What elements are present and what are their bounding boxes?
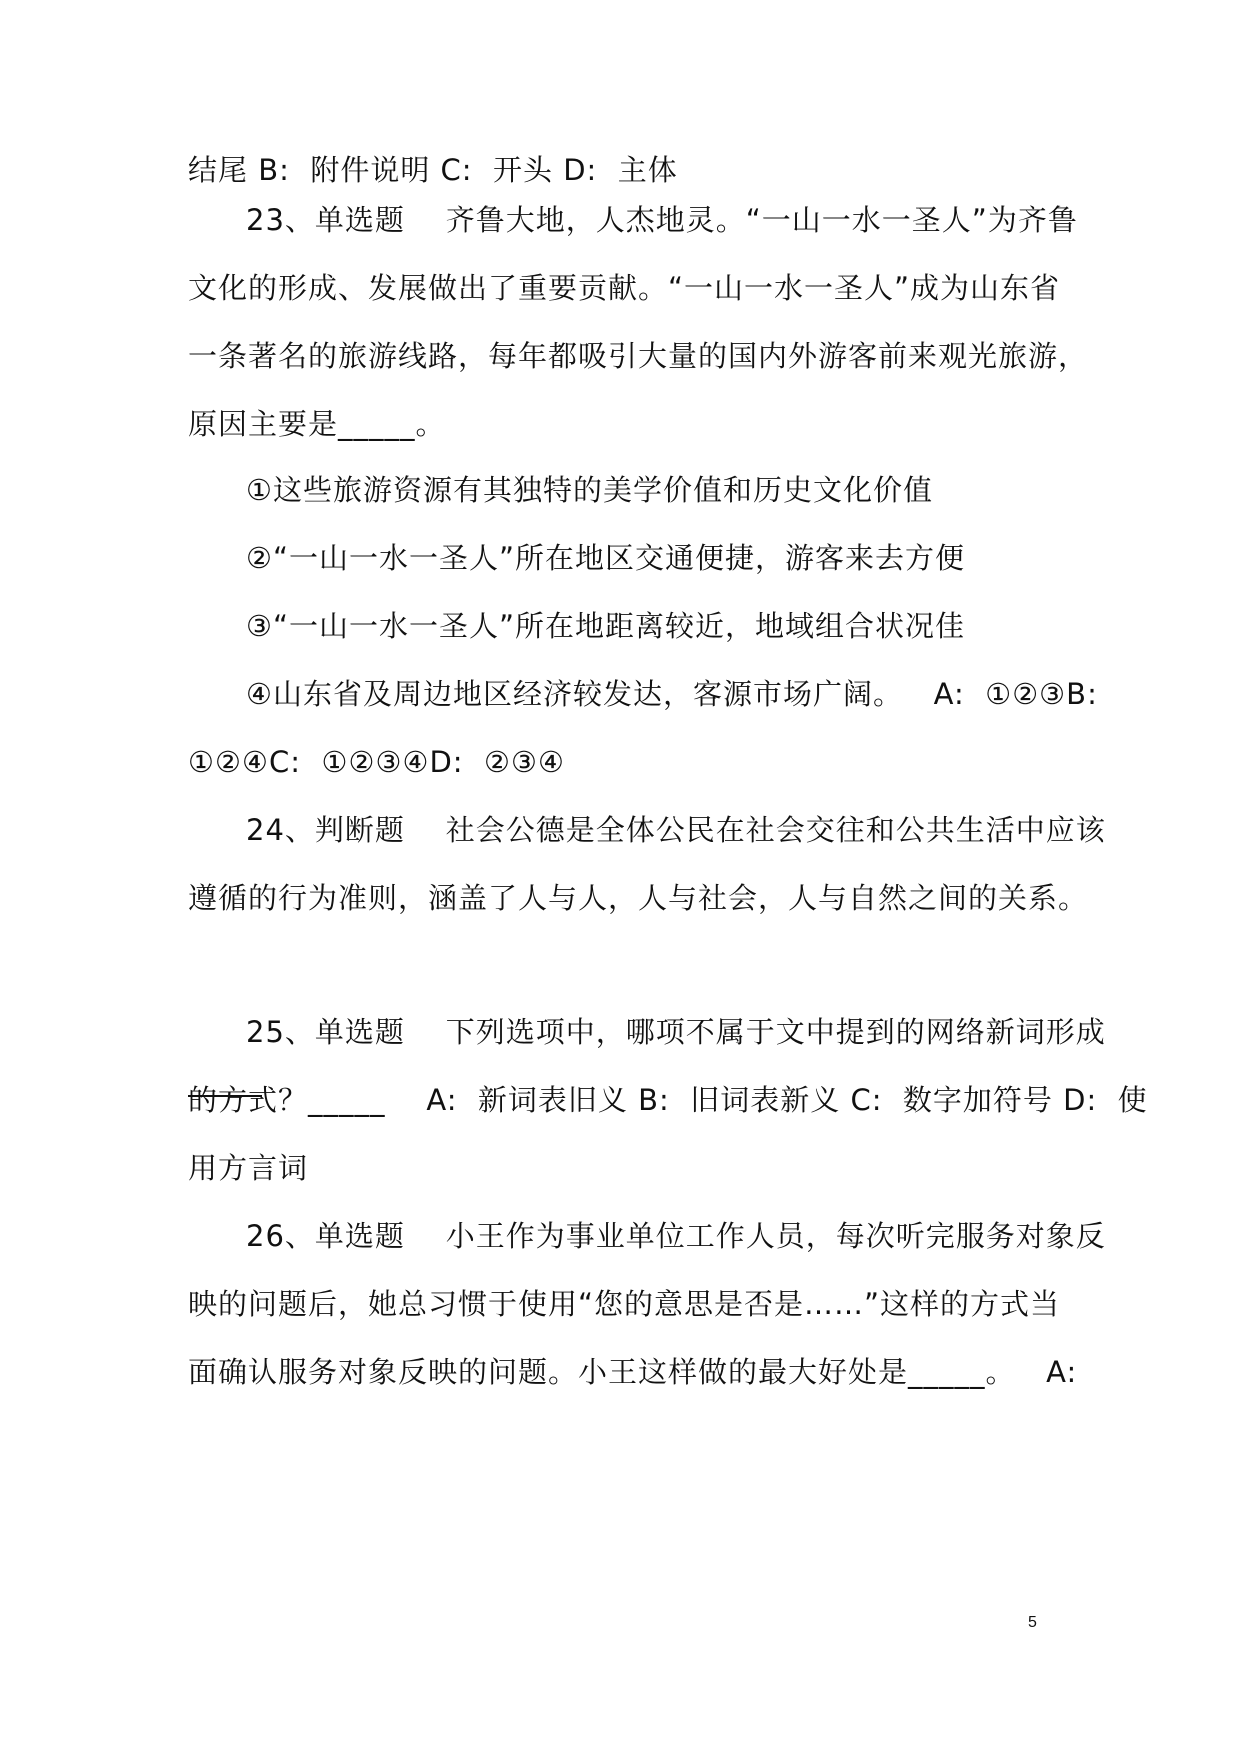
page-number: 5	[1028, 1614, 1037, 1631]
question-23-line-3: 一条著名的旅游线路，每年都吸引大量的国内外游客前来观光旅游，	[188, 339, 1089, 373]
question-23-statement-2: ②“一山一水一圣人”所在地区交通便捷，游客来去方便	[246, 541, 966, 575]
question-23-line-2: 文化的形成、发展做出了重要贡献。“一山一水一圣人”成为山东省	[188, 271, 1061, 305]
question-25-line-1: 25、单选题 下列选项中，哪项不属于文中提到的网络新词形成	[246, 1015, 1106, 1049]
question-23-statement-1: ①这些旅游资源有其独特的美学价值和历史文化价值	[246, 473, 933, 507]
question-26-line-1: 26、单选题 小王作为事业单位工作人员，每次听完服务对象反	[246, 1219, 1106, 1253]
question-23-options: ①②④C: ①②③④D: ②③④	[188, 745, 565, 779]
text-line-options-end: 结尾 B: 附件说明 C: 开头 D: 主体	[188, 153, 678, 187]
question-25-line-2: 的方式？_____ A: 新词表旧义 B: 旧词表新义 C: 数字加符号 D: 使	[188, 1083, 1148, 1117]
question-23-line-1: 23、单选题 齐鲁大地，人杰地灵。“一山一水一圣人”为齐鲁	[246, 203, 1078, 237]
question-23-statement-3: ③“一山一水一圣人”所在地距离较近，地域组合状况佳	[246, 609, 966, 643]
question-23-line-4: 原因主要是_____。	[188, 407, 446, 441]
question-26-line-2: 映的问题后，她总习惯于使用“您的意思是否是……”这样的方式当	[188, 1287, 1061, 1321]
question-24-line-2: 遵循的行为准则，涵盖了人与人，人与社会，人与自然之间的关系。	[188, 881, 1089, 915]
question-23-statement-4: ④山东省及周边地区经济较发达，客源市场广阔。 A: ①②③B:	[246, 677, 1098, 711]
question-26-line-3: 面确认服务对象反映的问题。小王这样做的最大好处是_____。 A:	[188, 1355, 1078, 1389]
question-24-line-1: 24、判断题 社会公德是全体公民在社会交往和公共生活中应该	[246, 813, 1106, 847]
question-25-line-3: 用方言词	[188, 1151, 309, 1185]
